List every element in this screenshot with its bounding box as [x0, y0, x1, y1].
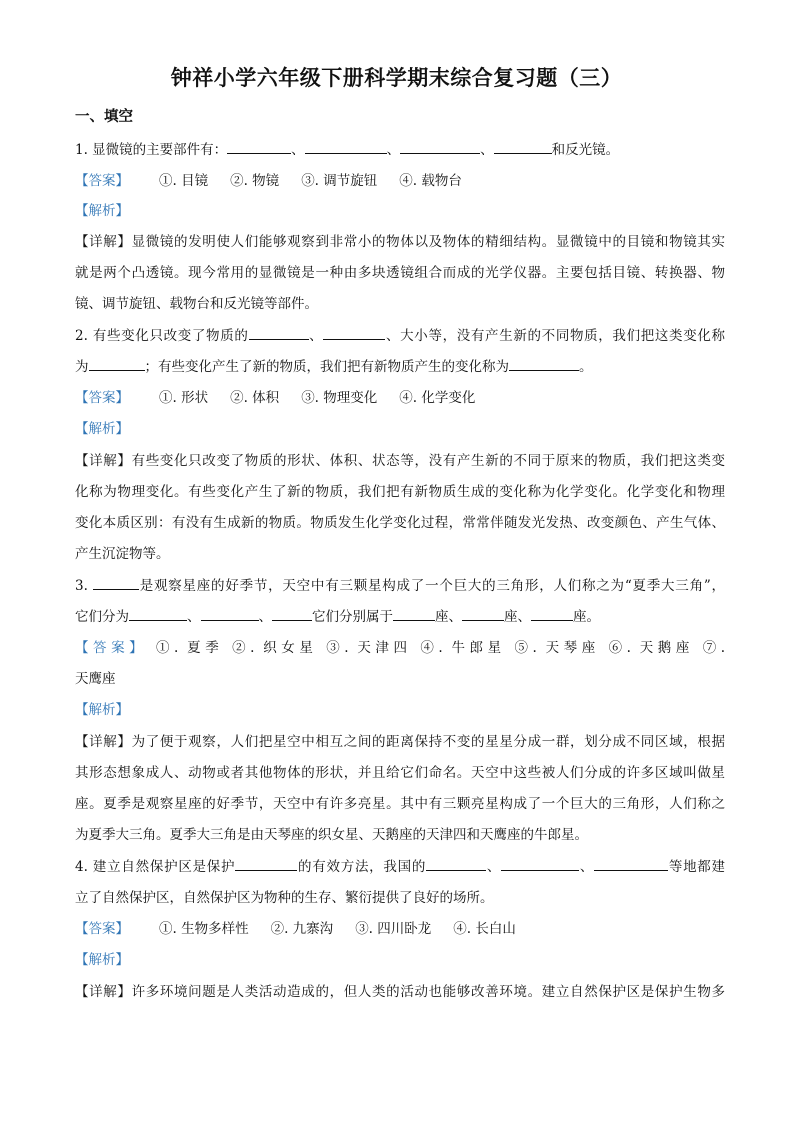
answer-blank [501, 856, 579, 871]
detail-line: 【详解】为了便于观察，人们把星空中相互之间的距离保持不变的星星分成一群，划分成不同区域，根据 [75, 734, 725, 750]
question-2: 2. 有些变化只改变了物质的 、 、大小等，没有产生新的不同物质，我们把这类变化称 [75, 325, 725, 347]
answer-line [75, 637, 725, 659]
answer-label: 【答案】 [75, 390, 129, 406]
answer-blank [201, 606, 259, 621]
detail-line: 【详解】有些变化只改变了物质的形状、体积、状态等，没有产生新的不同于原来的物质，我们把这类变 [75, 453, 725, 469]
detail-line: 为夏季大三角。夏季大三角是由天琴座的织女星、天鹅座的天津四和天鹰座的牛郎星。 [75, 827, 588, 843]
detail-label: 【详解】 [75, 984, 132, 1000]
answer-label: 【答案】 [75, 640, 148, 656]
analysis-label: 【解析】 [75, 702, 129, 718]
analysis-label: 【解析】 [75, 952, 129, 968]
answer-blank [249, 325, 309, 340]
answer-blank [462, 606, 504, 621]
answer-item: ④. 长白山 [453, 921, 516, 937]
answer-blank [235, 856, 297, 871]
answer-label: 【答案】 [75, 921, 129, 937]
answer-blank [594, 856, 668, 871]
analysis-line [75, 949, 725, 971]
answer-item: ④. 牛郎星 [420, 640, 506, 656]
answer-item: ①. 目镜 [159, 173, 209, 189]
answer-line [75, 170, 725, 192]
detail-line: 产生沉淀物等。 [75, 546, 170, 562]
page-title: 钟祥小学六年级下册科学期末综合复习题（三） [170, 66, 623, 90]
analysis-line [75, 699, 725, 721]
answer-line [75, 918, 725, 940]
answer-blank [129, 606, 187, 621]
detail-line: 【详解】许多环境问题是人类活动造成的，但人类的活动也能够改善环境。建立自然保护区是保护生物多 [75, 984, 725, 1000]
answer-blank [305, 139, 387, 154]
answer-item: ③. 天津四 [326, 640, 412, 656]
answer-blank [426, 856, 486, 871]
answer-line-cont: 天鹰座 [75, 671, 116, 687]
answer-item: ③. 调节旋钮 [301, 173, 378, 189]
detail-line: 座。夏季是观察星座的好季节，天空中有许多亮星。其中有三颗亮星构成了一个巨大的三角形，人们称之 [75, 796, 725, 812]
answer-line [75, 387, 725, 409]
question-3-cont: 它们分为 、 、 它们分别属于 座、 座、 座。 [75, 606, 725, 628]
answer-item: ②. 九寨沟 [270, 921, 334, 937]
answer-blank [509, 356, 579, 371]
analysis-label: 【解析】 [75, 421, 129, 437]
detail-line: 变化本质区别：有没有生成新的物质。物质发生化学变化过程，常常伴随发光发热、改变颜色、产生气体、 [75, 515, 725, 531]
answer-item: ⑤. 天琴座 [514, 640, 600, 656]
answer-item: ①. 生物多样性 [159, 921, 249, 937]
answer-item: ①. 夏季 [156, 640, 224, 656]
answer-item: ④. 化学变化 [399, 390, 476, 406]
detail-line: 镜、调节旋钮、载物台和反光镜等部件。 [75, 296, 318, 312]
answer-item: ②. 体积 [230, 390, 280, 406]
detail-line: 化称为物理变化。有些变化产生了新的物质，我们把有新物质生成的变化称为化学变化。化学变化和物理 [75, 484, 725, 500]
answer-label: 【答案】 [75, 173, 129, 189]
answer-blank [272, 606, 312, 621]
question-3: 3. 是观察星座的好季节，天空中有三颗星构成了一个巨大的三角形，人们称之为“夏季大三角”， [75, 575, 725, 597]
detail-label: 【详解】 [75, 234, 132, 250]
answer-blank [323, 325, 385, 340]
answer-item: ②. 物镜 [230, 173, 280, 189]
analysis-line [75, 418, 725, 440]
answer-item: ①. 形状 [159, 390, 209, 406]
question-4-cont: 立了自然保护区，自然保护区为物种的生存、繁衍提供了良好的场所。 [75, 890, 494, 906]
section-heading: 一、填空 [75, 109, 133, 125]
detail-line: 其形态想象成人、动物或者其他物体的形状，并且给它们命名。天空中这些被人们分成的许多区域叫做星 [75, 765, 725, 781]
answer-blank [531, 606, 573, 621]
answer-item: ⑥. 天鹅座 [608, 640, 694, 656]
answer-item: ③. 物理变化 [301, 390, 378, 406]
answer-blank [393, 606, 435, 621]
answer-blank [494, 139, 552, 154]
detail-label: 【详解】 [75, 734, 132, 750]
answer-item: ③. 四川卧龙 [355, 921, 432, 937]
answer-blank [400, 139, 480, 154]
answer-item: ②. 织女星 [232, 640, 318, 656]
answer-blank [89, 356, 145, 371]
analysis-label: 【解析】 [75, 203, 129, 219]
detail-label: 【详解】 [75, 453, 132, 469]
answer-item: ⑦. [702, 640, 725, 656]
analysis-line [75, 200, 725, 222]
answer-blank [227, 139, 291, 154]
detail-line: 【详解】显微镜的发明使人们能够观察到非常小的物体以及物体的精细结构。显微镜中的目镜和物镜其实 [75, 234, 725, 250]
answer-blank [93, 575, 139, 590]
question-1: 1. 显微镜的主要部件有： 、 、 、 和反光镜。 [75, 139, 725, 161]
answer-item: ④. 载物台 [399, 173, 462, 189]
detail-line: 就是两个凸透镜。现今常用的显微镜是一种由多块透镜组合而成的光学仪器。主要包括目镜、转换器、物 [75, 265, 725, 281]
question-4: 4. 建立自然保护区是保护 的有效方法，我国的 、 、 等地都建 [75, 856, 725, 878]
question-2-cont: 为 ；有些变化产生了新的物质，我们把有新物质产生的变化称为 。 [75, 356, 725, 378]
